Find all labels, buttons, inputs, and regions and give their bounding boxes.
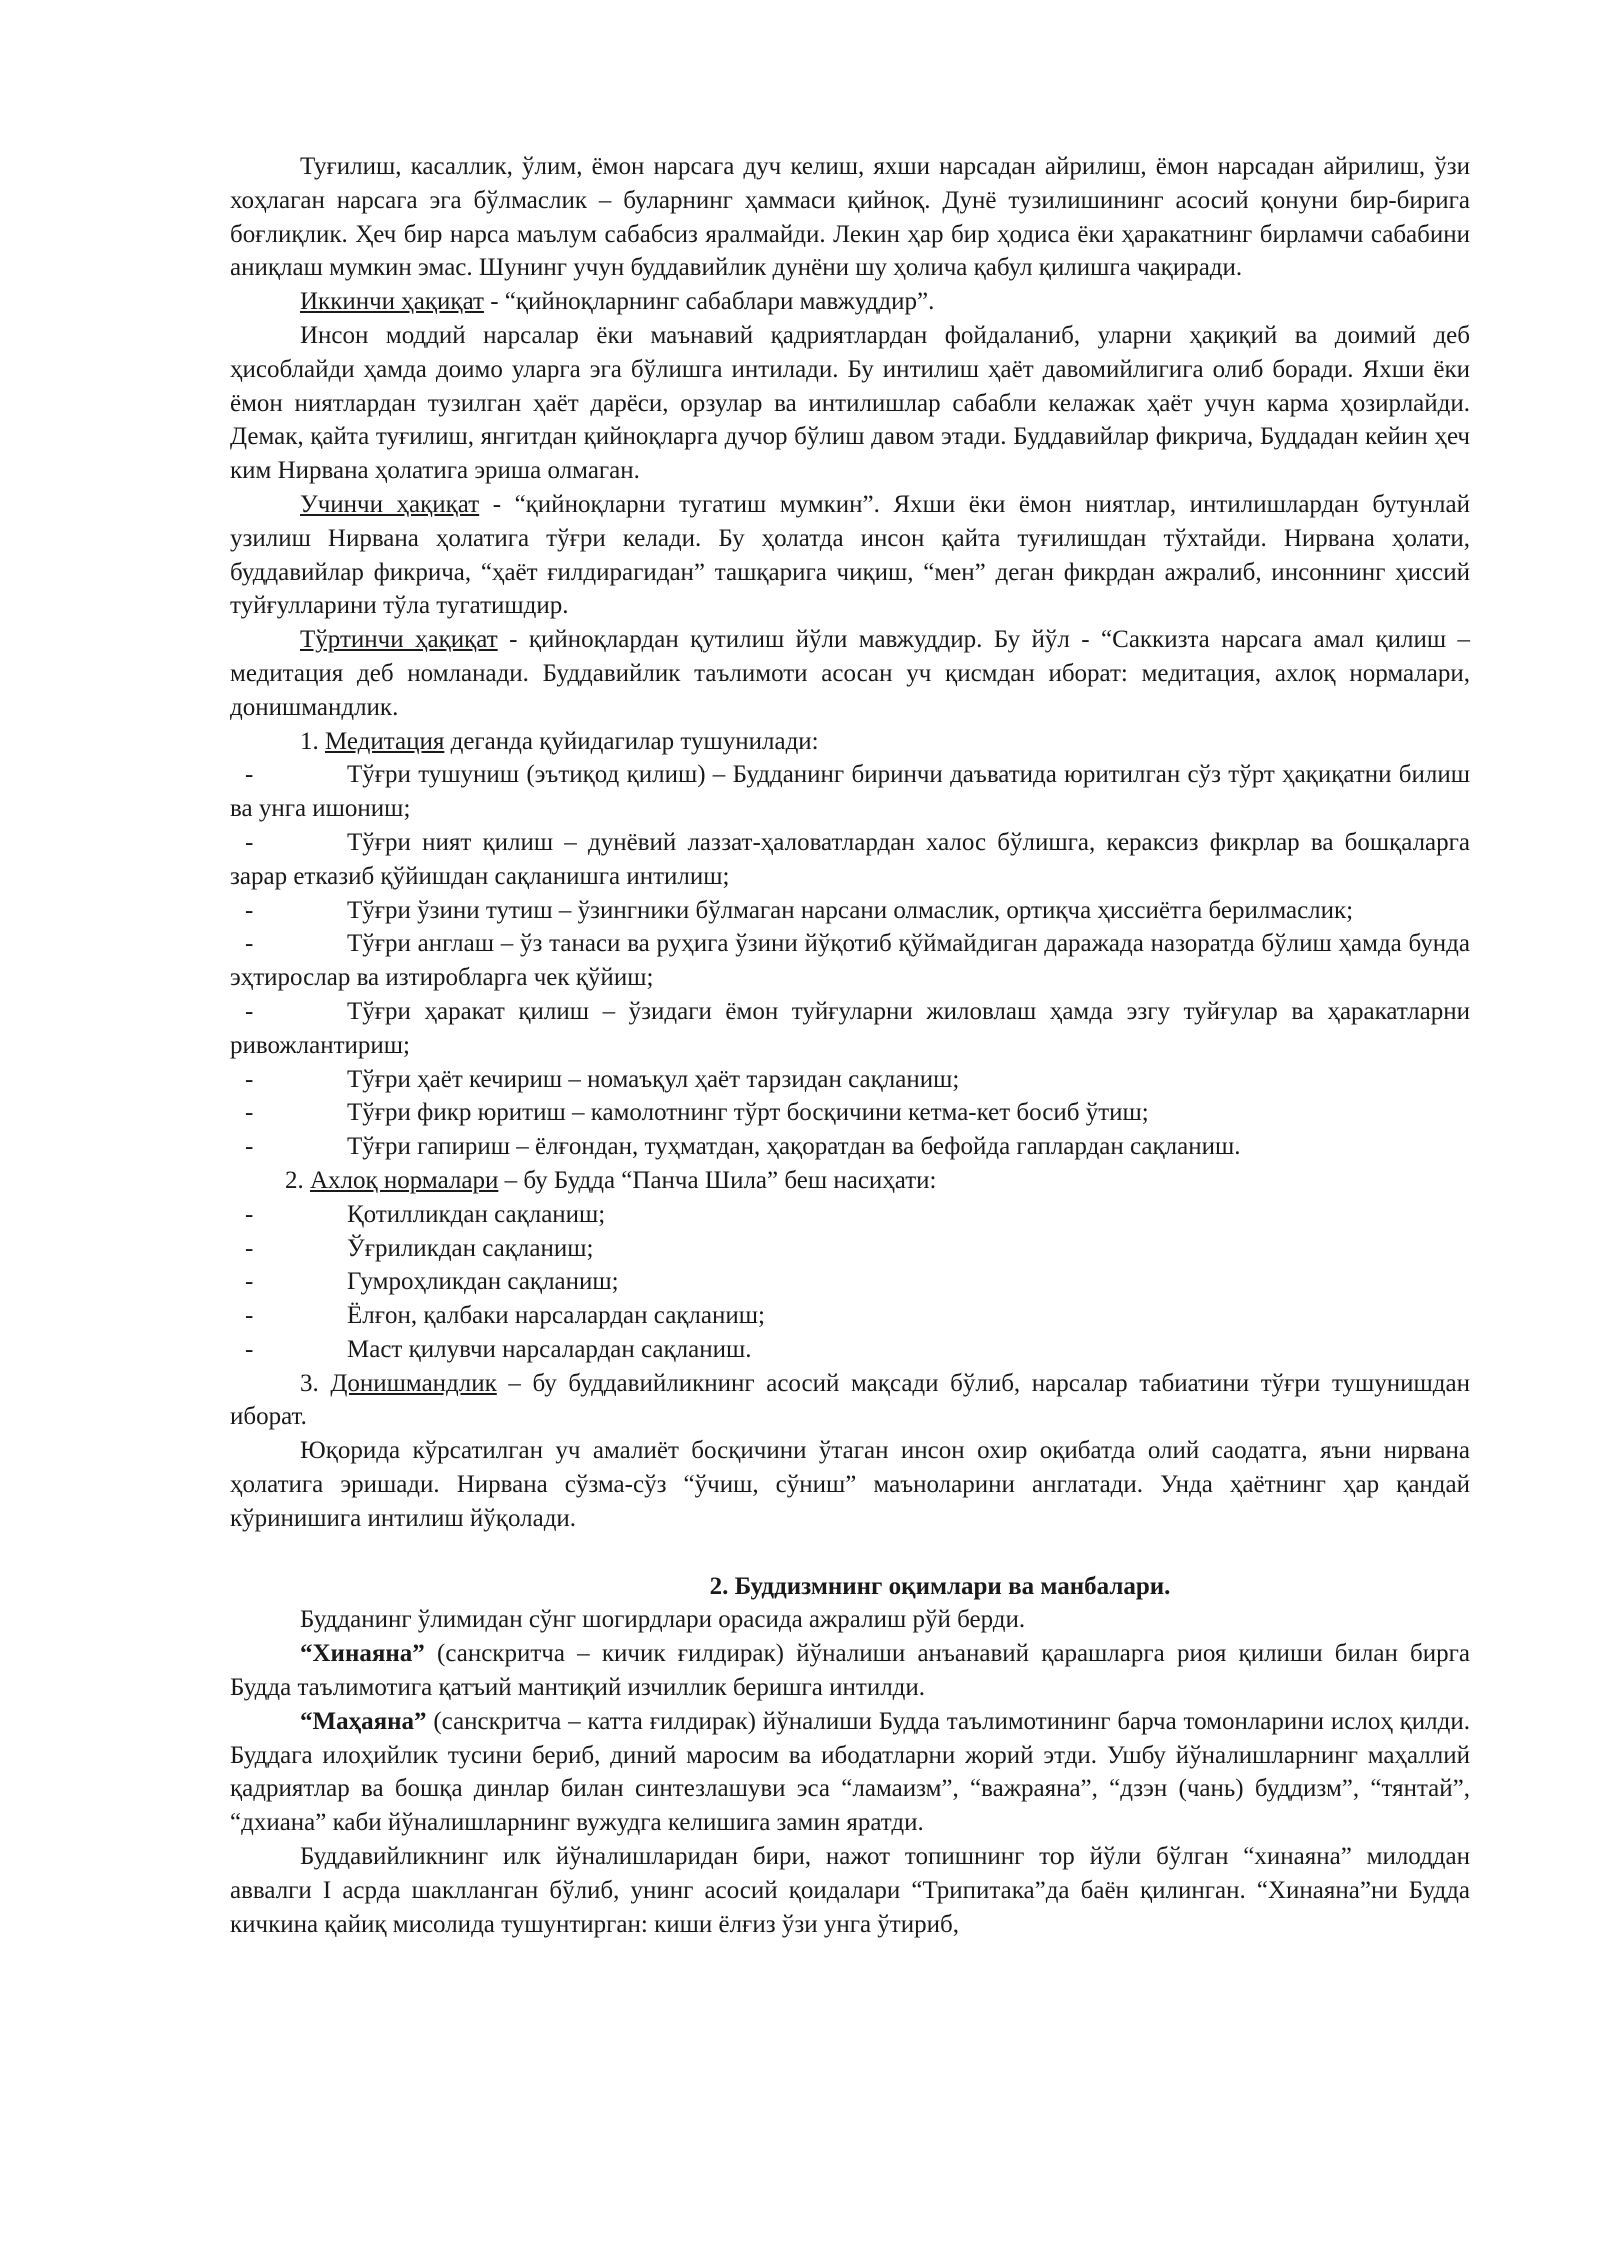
dash-bullet: - — [245, 1302, 254, 1330]
dash-bullet: - — [245, 1099, 254, 1127]
second-truth-text: - “қийноқларнинг сабаблари мавжуддир”. — [483, 288, 935, 316]
ethics-title: Ахлоқ нормалари — [310, 1166, 499, 1194]
list-item — [230, 826, 1470, 894]
dash-bullet: - — [245, 1234, 254, 1262]
list-item-text: Тўғри ҳаракат қилиш – ўзидаги ёмон туйғуларни жиловлаш ҳамда эзгу туйғулар ва ҳаракатларни ривожлантириш; — [230, 997, 1470, 1059]
fourth-truth-title: Тўртинчи ҳақиқат — [300, 626, 498, 654]
paragraph-third-truth — [230, 488, 1470, 623]
dash-bullet: - — [245, 930, 254, 958]
list-item-text: Гумроҳликдан сақланиш; — [347, 1268, 619, 1296]
paragraph-second-truth — [230, 285, 1470, 319]
dash-bullet: - — [245, 997, 254, 1025]
dash-bullet: - — [245, 1133, 254, 1161]
paragraph-schism: Будданинг ўлимидан сўнг шогирдлари орасида ажралиш рўй берди. — [300, 1606, 1026, 1634]
list-item — [230, 927, 1470, 995]
ethics-intro: – бу Будда “Панча Шила” беш насиҳати: — [498, 1166, 937, 1194]
list-item — [230, 1299, 1470, 1333]
numbered-item-ethics — [230, 1164, 1470, 1198]
document-page — [230, 150, 1470, 1941]
hinayana-text: (санскритча – кичик ғилдирак) йўналиши анъанавий қарашларга риоя қилиши билан бирга Будда таълимотига қатъий мантиқий изчиллик беришга интилди. — [230, 1640, 1470, 1702]
paragraph-fourth-truth — [230, 623, 1470, 724]
dash-bullet: - — [245, 896, 254, 924]
list-item — [230, 1198, 1470, 1232]
hinayana-term: “Хинаяна” — [300, 1640, 425, 1668]
meditation-title: Медитация — [325, 727, 445, 755]
numbered-item-number: 1. — [300, 727, 325, 755]
fourth-truth-text: - қийноқлардан қутилиш йўли мавжуддир. Бу йўл - “Саккизта нарсага амал қилиш – медитация деб номланади. Буддавийлик таълимоти асосан уч қисмдан иборат: медитация, ахлоқ нормалари, донишмандлик. — [230, 626, 1471, 721]
mahayana-term: “Маҳаяна” — [300, 1707, 427, 1735]
list-item — [230, 1063, 1470, 1097]
list-item — [230, 1265, 1470, 1299]
list-item-text: Тўғри ўзини тутиш – ўзингники бўлмаган нарсани олмаслик, ортиқча ҳиссиётга берилмаслик; — [347, 896, 1354, 924]
list-item-text: Қотилликдан сақланиш; — [347, 1200, 606, 1228]
list-item-text: Тўғри тушуниш (эътиқод қилиш) – Будданинг биринчи даъватида юритилган сўз тўрт ҳақиқатни билиш ва унга ишониш; — [230, 761, 1470, 823]
list-item — [230, 1232, 1470, 1266]
numbered-item-number: 2. — [285, 1166, 310, 1194]
list-item — [230, 1130, 1470, 1164]
meditation-list — [230, 758, 1470, 1164]
list-item — [230, 894, 1470, 928]
list-item-text: Тўғри ният қилиш – дунёвий лаззат-ҳаловатлардан халос бўлишга, кераксиз фикрлар ва бошқаларга зарар етказиб қўйишдан сақланишга интилиш; — [230, 828, 1470, 890]
dash-bullet: - — [245, 1335, 254, 1363]
dash-bullet: - — [245, 828, 254, 856]
list-item-text: Ёлғон, қалбаки нарсалардан сақланиш; — [347, 1302, 765, 1330]
list-item-text: Маст қилувчи нарсалардан сақланиш. — [347, 1335, 752, 1363]
dash-bullet: - — [245, 1065, 254, 1093]
list-item-text: Тўғри ҳаёт кечириш – номаъқул ҳаёт тарзидан сақланиш; — [347, 1065, 960, 1093]
mahayana-text: (санскритча – катта ғилдирак) йўналиши Будда таълимотининг барча томонларини ислоҳ қилди. Буддага илоҳийлик тусини бериб, диний маросим ва ибодатларни жорий этди. Ушбу йўналишларнинг маҳаллий қадриятлар ва бошқа динлар билан синтезлашуви эса “ламаизм”, “важраяна”, “дзэн (чань) буддизм”, “тянтай”, “дхиана” каби йўналишларнинг вужудга келишига замин яратди. — [230, 1707, 1470, 1837]
list-item — [230, 1333, 1470, 1367]
list-item — [230, 995, 1470, 1063]
numbered-item-wisdom — [230, 1367, 1470, 1435]
list-item-text: Ўғриликдан сақланиш; — [347, 1234, 594, 1262]
paragraph-early-schools: Буддавийликнинг илк йўналишларидан бири, нажот топишнинг тор йўли бўлган “хинаяна” милоддан аввалги I асрда шаклланган бўлиб, унинг асосий қоидалари “Трипитака”да баён қилинган. “Хинаяна”ни Будда кичкина қайиқ мисолида тушунтирган: киши ёлғиз ўзи унга ўтириб, — [230, 1843, 1470, 1938]
numbered-item-number: 3. — [300, 1369, 331, 1397]
dash-bullet: - — [245, 761, 254, 789]
second-truth-title: Иккинчи ҳақиқат — [300, 288, 484, 316]
list-item-text: Тўғри гапириш – ёлғондан, туҳматдан, ҳақоратдан ва бефойда гаплардан сақланиш. — [347, 1133, 1241, 1161]
numbered-item-meditation — [230, 725, 1470, 759]
list-item — [230, 758, 1470, 826]
paragraph-nirvana: Юқорида кўрсатилган уч амалиёт босқичини ўтаган инсон охир оқибатда олий саодатга, яъни нирвана ҳолатига эришади. Нирвана сўзма-сўз “ўчиш, сўниш” маъноларини англатади. Унда ҳаётнинг ҳар қандай кўринишига интилиш йўқолади. — [230, 1437, 1470, 1532]
paragraph-mahayana — [230, 1705, 1470, 1840]
third-truth-text: - “қийноқларни тугатиш мумкин”. Яхши ёки ёмон ниятлар, интилишлардан бутунлай узилиш Нирвана ҳолатига тўғри келади. Бу ҳолатда инсон қайта туғилишдан тўхтайди. Нирвана ҳолати, буддавийлар фикрича, “ҳаёт ғилдирагидан” ташқарига чиқиш, “мен” деган фикрдан ажралиб, инсоннинг ҳиссий туйғулларини тўла тугатишдир. — [230, 490, 1471, 620]
list-item — [230, 1096, 1470, 1130]
ethics-list — [230, 1198, 1470, 1367]
meditation-intro: деганда қуйидагилар тушунилади: — [444, 727, 819, 755]
third-truth-title: Учинчи ҳақиқат — [300, 490, 480, 518]
paragraph-suffering: Туғилиш, касаллик, ўлим, ёмон нарсага дуч келиш, яхши нарсадан айрилиш, ёмон нарсадан айрилиш, ўзи хоҳлаган нарсага эга бўлмаслик – буларнинг ҳаммаси қийноқ. Дунё тузилишининг асосий қонуни бир-бирига боғлиқлик. Ҳеч бир нарса маълум сабабсиз яралмайди. Лекин ҳар бир ҳодиса ёки ҳаракатнинг бирламчи сабабини аниқлаш мумкин эмас. Шунинг учун буддавийлик дунёни шу ҳолича қабул қилишга чақиради. — [230, 153, 1470, 282]
list-item-text: Тўғри англаш – ўз танаси ва руҳига ўзини йўқотиб қўймайдиган даражада назоратда бўлиш ҳамда бунда эҳтирослар ва изтиробларга чек қўйиш; — [230, 930, 1470, 992]
wisdom-title: Донишмандлик — [330, 1369, 497, 1397]
section-heading: 2. Буддизмнинг оқимлари ва манбалари. — [709, 1572, 1171, 1600]
list-item-text: Тўғри фикр юритиш – камолотнинг тўрт босқичини кетма-кет босиб ўтиш; — [347, 1099, 1149, 1127]
wisdom-text: – бу буддавийликнинг асосий мақсади бўлиб, нарсалар табиатини тўғри тушунишдан иборат. — [230, 1369, 1470, 1431]
paragraph-hinayana — [230, 1637, 1470, 1705]
paragraph-material-values: Инсон моддий нарсалар ёки маънавий қадриятлардан фойдаланиб, уларни ҳақиқий ва доимий деб ҳисоблайди ҳамда доимо уларга эга бўлишга интилади. Бу интилиш ҳаёт давомийлигига олиб боради. Яхши ёки ёмон ниятлардан тузилган ҳаёт дарёси, орзулар ва интилишлар сабабли келажак ҳаёт учун карма ҳозирлайди. Демак, қайта туғилиш, янгитдан қийноқларга дучор бўлиш давом этади. Буддавийлар фикрича, Буддадан кейин ҳеч ким Нирвана ҳолатига эриша олмаган. — [230, 321, 1470, 485]
dash-bullet: - — [245, 1268, 254, 1296]
dash-bullet: - — [245, 1200, 254, 1228]
